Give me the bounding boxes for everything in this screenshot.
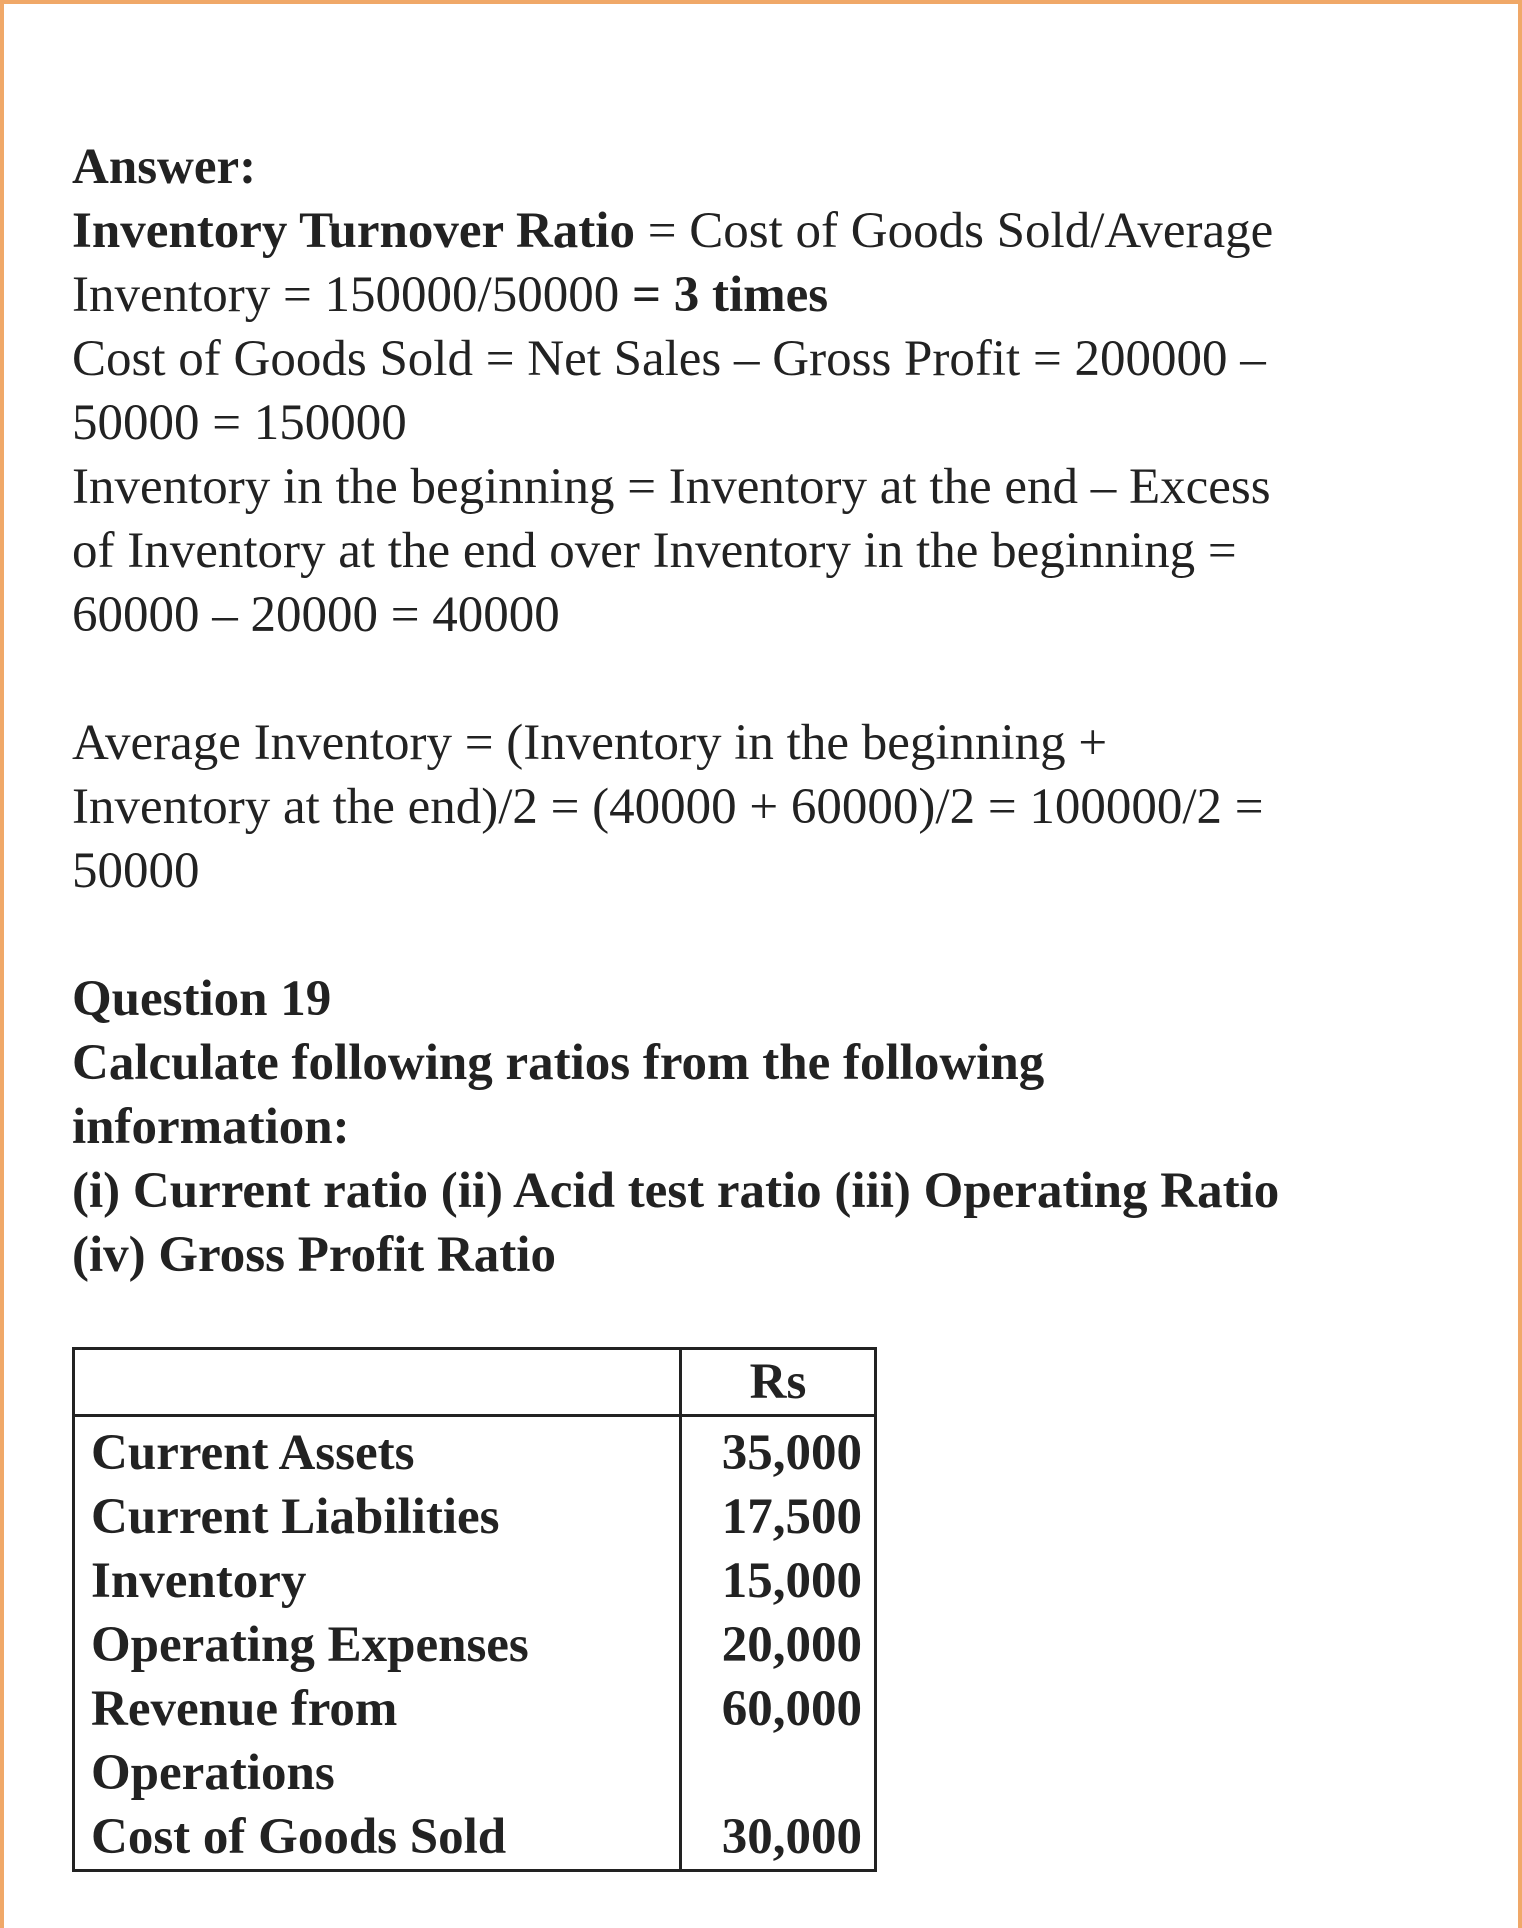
table-row-label: Cost of Goods Sold bbox=[74, 1805, 681, 1871]
itr-line-2 bbox=[72, 263, 1452, 327]
spacer bbox=[72, 903, 1452, 967]
question-ratios-line-1: (i) Current ratio (ii) Acid test ratio (iii) Operating Ratio bbox=[72, 1163, 1280, 1219]
table-row-label: Operating Expenses bbox=[74, 1613, 681, 1677]
table-row-amount: 17,500 bbox=[681, 1485, 876, 1549]
table-row-label: Current Liabilities bbox=[74, 1485, 681, 1549]
table-row-label: Revenue from bbox=[74, 1677, 681, 1741]
table-row-amount: 60,000 bbox=[681, 1677, 876, 1741]
question-prompt-line-1: Calculate following ratios from the following bbox=[72, 1035, 1045, 1091]
cogs-line-1: Cost of Goods Sold = Net Sales – Gross Profit = 200000 – bbox=[72, 331, 1266, 387]
table-row-amount bbox=[681, 1741, 876, 1805]
table-header-amount: Rs bbox=[681, 1349, 876, 1416]
itr-result: = 3 times bbox=[619, 267, 829, 323]
question-prompt-line-2: information: bbox=[72, 1099, 350, 1155]
table-row bbox=[74, 1485, 876, 1549]
table-row-amount: 35,000 bbox=[681, 1416, 876, 1486]
inventory-beginning-line-3: 60000 – 20000 = 40000 bbox=[72, 587, 560, 643]
answer-heading: Answer: bbox=[72, 139, 257, 195]
table-row bbox=[74, 1613, 876, 1677]
average-inventory-line-1: Average Inventory = (Inventory in the beginning + bbox=[72, 715, 1108, 771]
document-body bbox=[72, 135, 1452, 1287]
itr-label: Inventory Turnover Ratio bbox=[72, 203, 635, 259]
cogs-line-2: 50000 = 150000 bbox=[72, 395, 407, 451]
table-row-amount: 30,000 bbox=[681, 1805, 876, 1871]
data-table bbox=[72, 1347, 877, 1872]
itr-line-2-text: Inventory = 150000/50000 bbox=[72, 267, 620, 323]
table-row-label: Current Assets bbox=[74, 1416, 681, 1486]
table-row-label: Inventory bbox=[74, 1549, 681, 1613]
table-row-amount: 15,000 bbox=[681, 1549, 876, 1613]
table-row-label: Operations bbox=[74, 1741, 681, 1805]
question-ratios-line-2: (iv) Gross Profit Ratio bbox=[72, 1227, 556, 1283]
itr-formula: = Cost of Goods Sold/Average bbox=[634, 203, 1274, 259]
table-row bbox=[74, 1805, 876, 1871]
inventory-beginning-line-2: of Inventory at the end over Inventory in the beginning = bbox=[72, 523, 1237, 579]
spacer bbox=[72, 647, 1452, 711]
inventory-beginning-line-1: Inventory in the beginning = Inventory at the end – Excess bbox=[72, 459, 1271, 515]
table-header-row bbox=[74, 1349, 876, 1416]
table-row bbox=[74, 1416, 876, 1486]
table-row-amount: 20,000 bbox=[681, 1613, 876, 1677]
table-row bbox=[74, 1549, 876, 1613]
question-title: Question 19 bbox=[72, 971, 332, 1027]
table-row bbox=[74, 1677, 876, 1741]
average-inventory-line-3: 50000 bbox=[72, 843, 200, 899]
average-inventory-line-2: Inventory at the end)/2 = (40000 + 60000)/2 = 100000/2 = bbox=[72, 779, 1264, 835]
itr-line-1 bbox=[72, 199, 1452, 263]
table-row bbox=[74, 1741, 876, 1805]
table-header-label bbox=[74, 1349, 681, 1416]
